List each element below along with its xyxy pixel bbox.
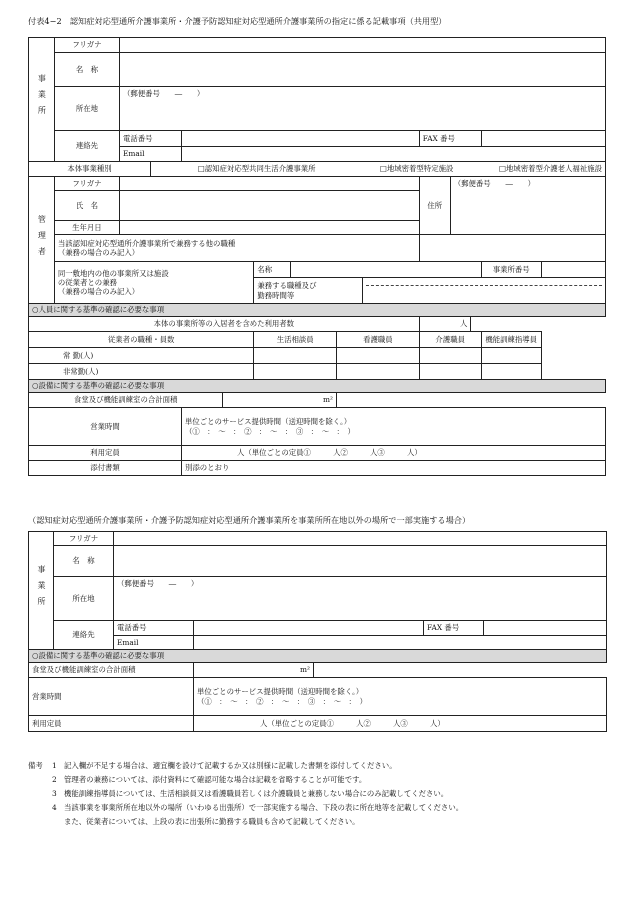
teiin-field[interactable]: 人（単位ごとの定員① 人② 人③ 人） — [181, 446, 605, 461]
hijokin-seikatsu[interactable] — [254, 364, 337, 380]
option-rojin-fukushi[interactable]: □地域密着型介護老人福祉施設 — [471, 162, 606, 177]
branch-tel-label: 電話番号 — [114, 621, 194, 636]
option-tokutei-shisetsu[interactable]: □地域密着型特定施設 — [362, 162, 471, 177]
riyoshasu-label: 本体の事業所等の入居者を含めた利用者数 — [29, 317, 420, 332]
branch-shozaichi-field[interactable] — [114, 577, 607, 621]
branch-shozaichi-label: 所在地 — [54, 577, 114, 621]
furigana-label: フリガナ — [54, 38, 119, 53]
eigyo-label: 営業時間 — [29, 408, 182, 446]
seinengappi-label: 生年月日 — [54, 221, 119, 235]
branch-furigana-field[interactable] — [114, 532, 607, 546]
namae-field[interactable] — [290, 262, 481, 278]
notes — [28, 759, 618, 829]
branch-shokudo-blank — [314, 663, 607, 678]
col-kino: 機能訓練指導員 — [481, 332, 541, 348]
eigyo-field[interactable]: 単位ごとのサービス提供時間（送迎時間を除く。） （① ： 〜 ： ② ： 〜 ： ③ ： 〜 ： ） — [181, 408, 605, 446]
kanrisha-heading: 管理者 — [29, 177, 55, 304]
branch-furigana-label: フリガナ — [54, 532, 114, 546]
note-3: 3 機能訓練指導員については、生活相談員又は看護職員若しくは介護職員と兼務しない場合にのみ記載してください。 — [52, 789, 449, 798]
teiin-label: 利用定員 — [29, 446, 182, 461]
jusho-label: 住所 — [419, 177, 450, 235]
email-field[interactable] — [181, 147, 605, 162]
col-kango: 看護職員 — [337, 332, 420, 348]
col-seikatsu: 生活相談員 — [254, 332, 337, 348]
main-form-table — [28, 37, 606, 476]
fax-label: FAX 番号 — [419, 131, 481, 147]
col-blank — [541, 332, 605, 348]
riyoshasu-unit: 人 — [459, 319, 468, 329]
branch-meisho-label: 名 称 — [54, 546, 114, 577]
jokin-blank — [541, 348, 605, 364]
fax-field[interactable] — [481, 131, 605, 147]
seinengappi-field[interactable] — [119, 221, 419, 235]
branch-meisho-field[interactable] — [114, 546, 607, 577]
note-extra: また、従業者については、上段の表に出張所に勤務する職員も含めて記載してください。 — [64, 817, 360, 826]
tel-label: 電話番号 — [119, 131, 181, 147]
postal-code-label: （郵便番号 ― ） — [122, 89, 205, 98]
branch-postal-code-label: （郵便番号 ― ） — [117, 579, 199, 588]
hijokin-label: 非常勤(人) — [29, 364, 254, 380]
shozaichi-field[interactable] — [119, 87, 605, 131]
kanrisha-furigana-label: フリガナ — [54, 177, 119, 191]
jokin-label: 常 勤(人) — [29, 348, 254, 364]
jokin-kango[interactable] — [337, 348, 420, 364]
branch-teiin-field[interactable]: 人（単位ごとの定員① 人② 人③ 人） — [194, 716, 607, 732]
jigyoshobango-label: 事業所番号 — [481, 262, 541, 278]
hijokin-kaigo[interactable] — [419, 364, 481, 380]
renrakusaki-label: 連絡先 — [54, 131, 119, 162]
riyoshasu-blank — [471, 317, 606, 332]
furigana-field[interactable] — [119, 38, 605, 53]
kanrisha-postal-code-label: （郵便番号 ― ） — [453, 179, 536, 188]
shimei-field[interactable] — [119, 191, 419, 221]
kanrisha-furigana-field[interactable] — [119, 177, 419, 191]
branch-email-field[interactable] — [194, 636, 607, 650]
branch-form-table — [28, 531, 607, 732]
form-title: 付表4−2 認知症対応型通所介護事業所・介護予防認知症対応型通所介護事業所の指定に係る記載事項（共用型） — [28, 16, 447, 26]
kennmu-shokushu-label: 兼務する職種及び 勤務時間等 — [254, 278, 363, 304]
tenpu-label: 添付書類 — [29, 461, 182, 476]
branch-fax-label: FAX 番号 — [424, 621, 484, 636]
hijokin-kango[interactable] — [337, 364, 420, 380]
section-jinin: ○人員に関する基準の確認に必要な事項 — [29, 304, 606, 317]
shokudo-blank — [337, 393, 606, 408]
option-group-home[interactable]: □認知症対応型共同生活介護事業所 — [150, 162, 362, 177]
riyoshasu-field[interactable] — [419, 317, 471, 332]
tel-field[interactable] — [181, 131, 419, 147]
jugyosha-label: 従業者の職種・員数 — [29, 332, 254, 348]
shimei-label: 氏 名 — [54, 191, 119, 221]
namae-label: 名称 — [254, 262, 290, 278]
shokudo-field[interactable] — [223, 393, 337, 408]
tenpu-field: 別添のとおり — [181, 461, 605, 476]
branch-teiin-label: 利用定員 — [29, 716, 194, 732]
email-label: Email — [119, 147, 181, 162]
sub-form-title: （認知症対応型通所介護事業所・介護予防認知症対応型通所介護事業所を事業所所在地以外の場所で一部実施する場合） — [28, 515, 471, 525]
kennmu-tasho-label: 当該認知症対応型通所介護事業所で兼務する他の職種 （兼務の場合のみ記入） — [54, 235, 419, 262]
branch-renrakusaki-label: 連絡先 — [54, 621, 114, 650]
branch-email-label: Email — [114, 636, 194, 650]
jigyoshobango-field[interactable] — [541, 262, 605, 278]
shozaichi-label: 所在地 — [54, 87, 119, 131]
note-2: 2 管理者の兼務については、添付資料にて確認可能な場合は記載を省略することが可能です。 — [52, 775, 367, 784]
meisho-field[interactable] — [119, 53, 605, 87]
col-kaigo: 介護職員 — [419, 332, 481, 348]
branch-section-setsubi: ○設備に関する基準の確認に必要な事項 — [29, 650, 607, 663]
branch-shokudo-field[interactable] — [194, 663, 314, 678]
branch-fax-field[interactable] — [484, 621, 607, 636]
kennmu-tasho-field[interactable] — [419, 235, 605, 262]
branch-jigyosho-heading: 事業所 — [29, 532, 54, 650]
section-setsubi: ○設備に関する基準の確認に必要な事項 — [29, 380, 606, 393]
branch-eigyo-field[interactable]: 単位ごとのサービス提供時間（送迎時間を除く。） （① ： 〜 ： ② ： 〜 ： ③ ： 〜 ： ） — [194, 678, 607, 716]
kennmu-doitsu-label: 同一敷地内の他の事業所又は施設 の従業者との兼務 （兼務の場合のみ記入） — [54, 262, 253, 304]
shokudo-label: 食堂及び機能訓練室の合計面積 — [29, 393, 223, 408]
jokin-kino[interactable] — [481, 348, 541, 364]
jokin-seikatsu[interactable] — [254, 348, 337, 364]
honntai-label: 本体事業種別 — [29, 162, 151, 177]
hijokin-kino[interactable] — [481, 364, 541, 380]
jusho-field[interactable] — [450, 177, 605, 235]
branch-eigyo-label: 営業時間 — [29, 678, 194, 716]
branch-m2-unit: m² — [300, 665, 310, 675]
notes-header: 備考 — [28, 761, 43, 770]
meisho-label: 名 称 — [54, 53, 119, 87]
jokin-kaigo[interactable] — [419, 348, 481, 364]
note-4: 4 当該事業を事業所所在地以外の場所（いわゆる出張所）で一部実施する場合、下段の表に所在地等を記載してください。 — [52, 803, 464, 812]
kennmu-shokushu-field[interactable] — [362, 278, 605, 304]
jigyosho-heading: 事業所 — [29, 38, 55, 162]
note-1: 備考 1 記入欄が不足する場合は、適宜欄を設けて記載するか又は別様に記載した書類を添付してください。 — [28, 759, 618, 773]
branch-tel-field[interactable] — [194, 621, 424, 636]
branch-shokudo-label: 食堂及び機能訓練室の合計面積 — [29, 663, 194, 678]
m2-unit: m² — [323, 395, 334, 405]
hijokin-blank — [541, 364, 605, 380]
